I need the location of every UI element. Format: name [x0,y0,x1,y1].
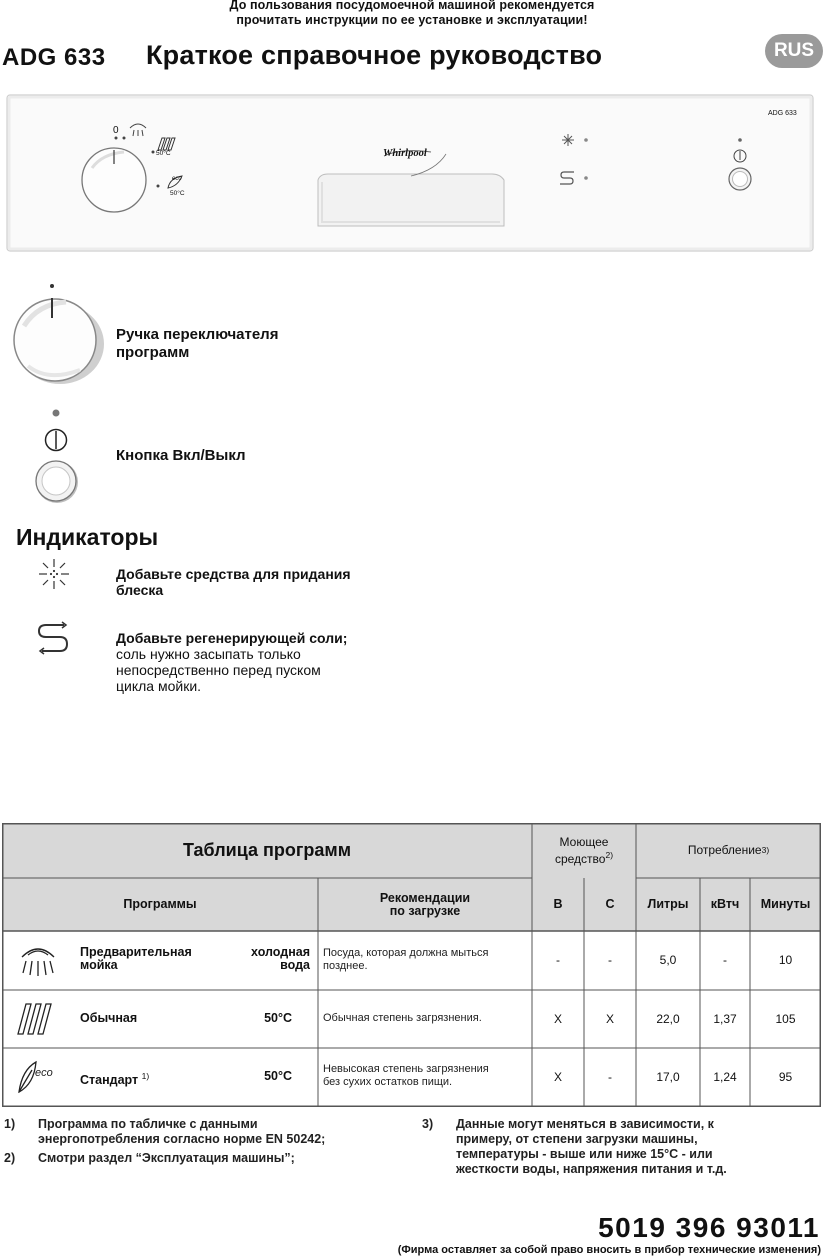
program-name [80,1012,137,1025]
notice-line-2: прочитать инструкции по ее установке и эксплуатации! [236,13,588,27]
program-recommendation-line-2: позднее. [323,960,368,972]
cell-b: - [556,953,560,967]
program-knob-label [116,326,278,362]
footnote-1-number: 1) [4,1117,16,1131]
salt-text-line-4: цикла мойки. [116,678,202,694]
program-temperature-line-1: 50°C [264,1069,292,1083]
detergent-header-line-1: Моющее [559,834,609,849]
footnote-3-line-1: Данные могут меняться в зависимости, к [456,1117,714,1131]
footnote-3 [456,1117,727,1177]
table-row [2,1048,821,1107]
salt-text-line-3: непосредственно перед пуском [116,662,321,678]
footnote-1-line-1: Программа по табличке с данными [38,1117,258,1131]
detergent-header-line-2: средство [554,851,606,866]
cell-minutes: 105 [775,1011,796,1026]
language-badge: RUS [765,34,823,68]
program-temperature [224,1012,292,1025]
consumption-header-label: Потребление [687,843,762,857]
rinse-aid-text [116,566,351,598]
program-table [2,823,821,1107]
panel-temp-label-1: 50°C [156,150,171,157]
programs-column-header: Программы [123,897,197,911]
rinse-aid-text-line-1: Добавьте средства для придания [116,566,351,582]
footnote-2: Смотри раздел “Эксплуатация машины”; [38,1151,295,1165]
table-title: Таблица программ [182,840,352,860]
program-knob-illustration [8,278,108,392]
program-name-line-1: Предварительная [80,945,192,959]
salt-text-line-1: Добавьте регенерирующей соли; [116,630,348,646]
program-recommendation [323,1012,528,1025]
power-button-label: Кнопка Вкл/Выкл [116,447,246,464]
program-recommendation-line-1: Невысокая степень загрязнения [323,1063,489,1075]
brand-logo: Whirlpool [383,148,427,159]
column-header-kwh: кВтч [710,897,740,911]
panel-temp-label-2: 50°C [170,190,185,197]
program-recommendation [323,947,528,973]
cell-minutes: 10 [778,953,793,967]
recommendations-column-header [318,878,532,931]
power-button-large-illustration [28,404,84,508]
eco-leaf-text: eco [35,1067,53,1079]
program-name [80,1070,149,1087]
program-temperature [224,1070,292,1083]
power-button-illustration [729,168,751,190]
salt-text [116,630,347,694]
rinse-aid-text-line-2: блеска [116,582,164,598]
cell-minutes: 95 [778,1070,793,1084]
program-knob-label-line-1: Ручка переключателя [116,326,279,343]
column-header-minutes: Минуты [760,897,811,911]
footnote-3-number: 3) [422,1117,434,1131]
control-panel-illustration [6,94,814,252]
column-header-liters: Литры [647,897,689,911]
top-notice [0,0,824,28]
column-header-b: B [553,897,563,911]
cell-b: X [553,1070,562,1084]
notice-line-1: До пользования посудомоечной машиной рекомендуется [229,0,595,12]
cell-kwh: 1,24 [713,1070,737,1084]
table-row [2,931,821,990]
prewash-icon [16,943,60,979]
program-recommendation-line-1: Обычная степень загрязнения. [323,1012,482,1024]
panel-eco-label: eco [172,176,182,182]
rinse-aid-icon [34,556,74,592]
panel-model-label: ADG 633 [768,110,797,117]
cell-liters: 17,0 [656,1070,680,1084]
program-name-line-2: мойка [80,958,118,972]
power-icon [46,430,67,451]
footnote-1-line-2: энергопотребления согласно норме EN 50242; [38,1132,326,1146]
cell-kwh: 1,37 [713,1011,737,1026]
program-recommendation-line-2: без сухих остатков пищи. [323,1076,453,1088]
cell-kwh: - [723,953,727,967]
page-title: Краткое справочное руководство [146,40,603,70]
footnote-3-line-4: жесткости воды, напряжения питания и т.д. [456,1162,727,1176]
consumption-footnote-ref: 3) [761,845,770,855]
program-temperature-line-1: 50°C [264,1011,292,1025]
cell-b: X [553,1011,562,1026]
recommendations-header-line-1: Рекомендации [379,890,471,905]
detergent-footnote-ref: 2) [605,849,614,860]
disclaimer: (Фирма оставляет за собой право вносить в прибор технические изменения) [397,1244,821,1256]
consumption-header [636,823,821,878]
program-recommendation-line-1: Посуда, которая должна мыться [323,947,489,959]
footnote-3-line-2: примеру, от степени загрузки машины, [456,1132,698,1146]
program-temperature-line-2: вода [280,958,310,972]
indicators-title: Индикаторы [16,524,159,550]
cell-c: - [608,953,612,967]
detergent-header [532,823,636,878]
salt-icon [34,619,74,657]
footnote-3-line-3: температуры - выше или ниже 15°C - или [456,1147,713,1161]
knob-off-label: 0 [113,125,119,136]
cell-c: X [605,1011,614,1026]
cell-liters: 5,0 [659,953,677,967]
model-name: ADG 633 [2,44,106,71]
eco-leaf-icon [16,1058,60,1096]
program-temperature [224,946,310,972]
program-knob-label-line-2: программ [116,344,190,361]
table-row [2,990,821,1048]
footnote-2-number: 2) [4,1151,16,1165]
program-recommendation [323,1063,528,1089]
cell-liters: 22,0 [656,1011,680,1026]
normal-wash-icon [16,1000,54,1038]
program-name [80,946,192,972]
recommendations-header-line-2: по загрузке [389,903,461,918]
program-name-line-1: Обычная [80,1011,138,1025]
program-name-line-1: Стандарт [80,1073,139,1088]
salt-text-line-2: соль нужно засыпать только [116,646,301,662]
column-header-c: C [605,897,615,911]
program-footnote-ref: 1) [141,1071,150,1081]
program-temperature-line-1: холодная [251,945,310,959]
footnote-1 [38,1117,325,1147]
part-number: 5019 396 93011 [598,1212,820,1243]
cell-c: - [608,1070,612,1084]
